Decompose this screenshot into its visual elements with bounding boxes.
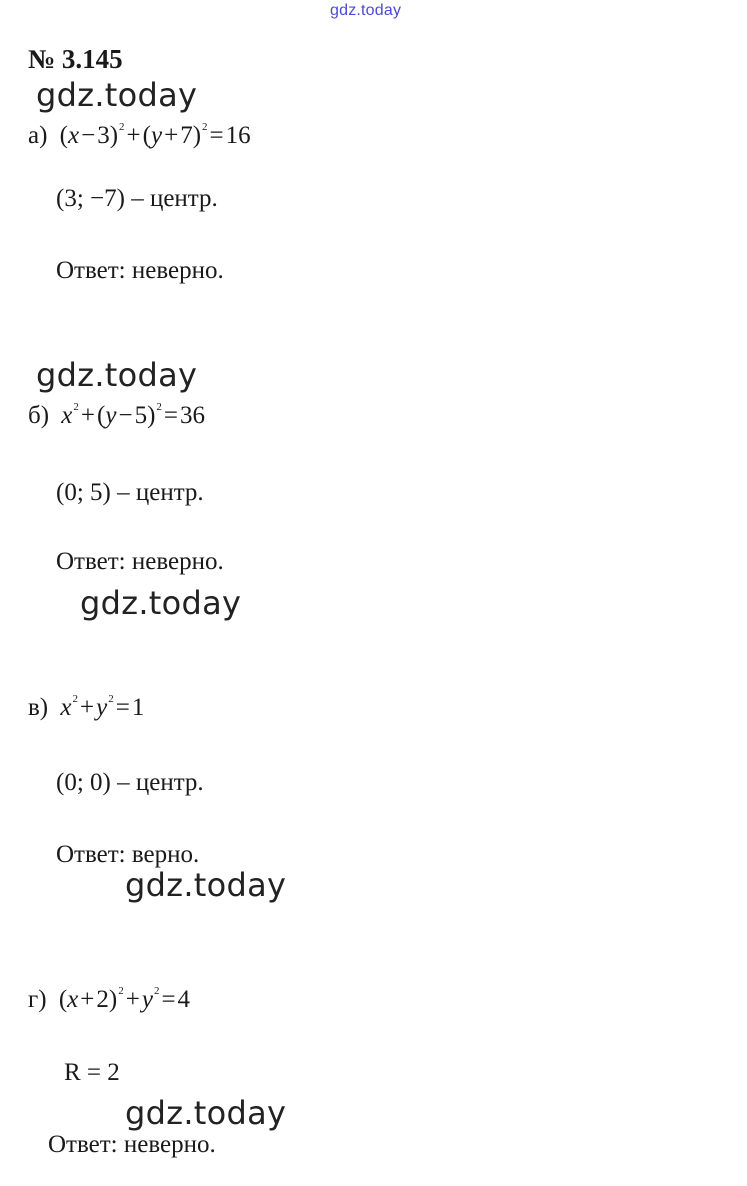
item-a-answer: Ответ: неверно. (56, 257, 224, 284)
item-d-line (28, 986, 190, 1012)
item-a-center: (3; −7) – центр. (56, 185, 218, 212)
item-d-radius: R = 2 (64, 1059, 120, 1086)
watermark: gdz.today (125, 866, 287, 904)
item-c-answer: Ответ: верно. (56, 841, 200, 868)
item-a-label: а) (28, 122, 48, 149)
item-d-answer: Ответ: неверно. (48, 1131, 216, 1158)
item-c-center: (0; 0) – центр. (56, 769, 204, 796)
watermark: gdz.today (36, 76, 198, 114)
watermark: gdz.today (80, 584, 242, 622)
site-watermark-header: gdz.today (330, 2, 402, 19)
item-c-label: в) (28, 694, 49, 721)
item-c-equation: $x^2+y^2=1$ (60, 693, 145, 721)
watermark: gdz.today (125, 1094, 287, 1132)
item-c-line (28, 694, 144, 720)
item-b-answer: Ответ: неверно. (56, 548, 224, 575)
item-b-line (28, 402, 205, 428)
item-b-center: (0; 5) – центр. (56, 479, 204, 506)
item-d-equation: $(x+2)^2+y^2=4$ (58, 985, 191, 1013)
item-d-label: г) (28, 986, 47, 1013)
item-a-line (28, 122, 251, 148)
item-b-equation: $x^2+(y-5)^2=36$ (61, 401, 205, 429)
watermark: gdz.today (36, 356, 198, 394)
item-b-label: б) (28, 402, 50, 429)
item-a-equation: $(x-3)^2+(y+7)^2=16$ (59, 121, 251, 149)
problem-number: № 3.145 (28, 44, 123, 74)
